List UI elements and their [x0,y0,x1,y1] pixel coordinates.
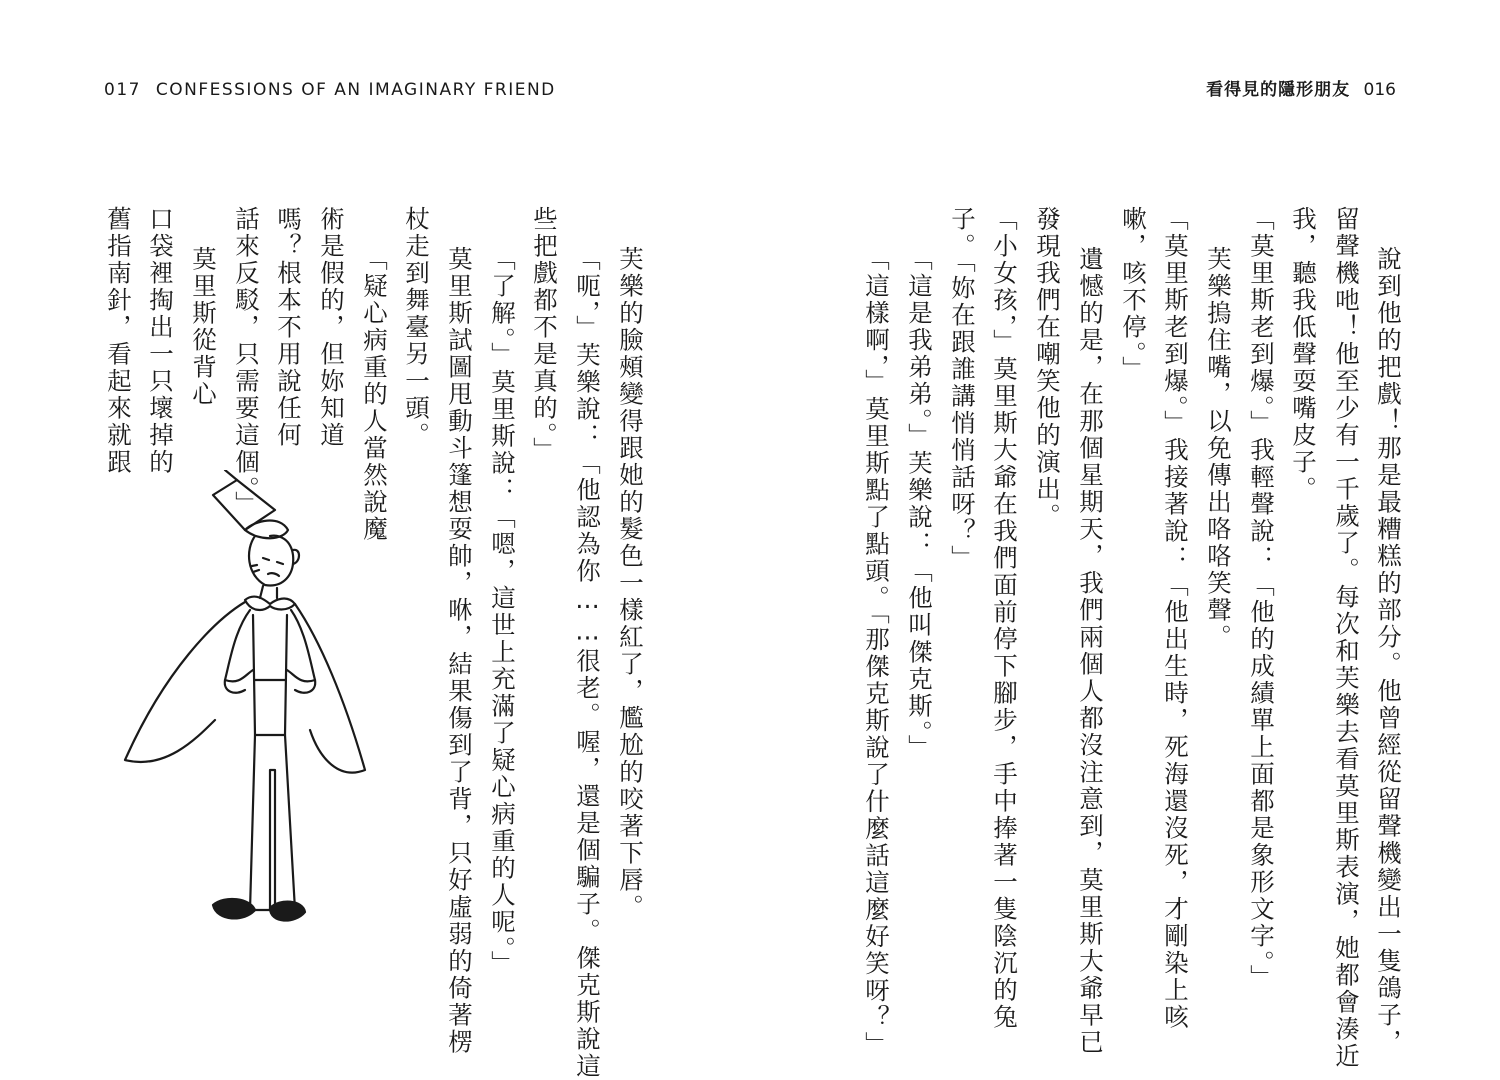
text-column: 莫里斯從背心 [189,246,218,408]
right-running-header [1206,80,1396,100]
text-column: 發現我們在嘲笑他的演出。 [1033,206,1062,530]
text-column: 舊指南針，看起來就跟 [104,206,133,476]
right-page-number: 016 [1363,80,1396,100]
text-column: 「這是我弟弟。」芙樂說：「他叫傑克斯。」 [905,246,934,762]
text-column: 留聲機吔！他至少有一千歲了。每次和芙樂去看莫里斯表演，她都會湊近 [1332,206,1361,1070]
magician-illustration [105,470,395,940]
left-book-title: CONFESSIONS OF AN IMAGINARY FRIEND [155,80,556,100]
text-column: 「莫里斯老到爆。」我輕聲說：「他的成績單上面都是象形文字。」 [1247,206,1276,992]
text-column: 「小女孩，」莫里斯大爺在我們面前停下腳步，手中捧著一隻陰沉的兔 [990,206,1019,1031]
text-column: 「莫里斯老到爆。」我接著說：「他出生時，死海還沒死，才剛染上咳 [1161,206,1190,1031]
right-book-title: 看得見的隱形朋友 [1206,80,1351,100]
text-column: 我，聽我低聲耍嘴皮子。 [1289,206,1318,503]
text-column: 「了解。」莫里斯說：「嗯，這世上充滿了疑心病重的人呢。」 [488,246,517,978]
text-column: 「呃，」芙樂說：「他認為你……很老。喔，還是個騙子。傑克斯說這 [573,246,602,1080]
text-column: 嗽，咳不停。」 [1119,206,1148,383]
text-column: 話來反駁，只需要這個。」 [232,206,261,518]
text-column: 芙樂的臉頰變得跟她的髮色一樣紅了，尷尬的咬著下唇。 [616,246,645,921]
left-page-number: 017 [104,80,141,100]
text-column: 遺憾的是，在那個星期天，我們兩個人都沒注意到，莫里斯大爺早已 [1076,246,1105,1056]
text-column: 「這樣啊，」莫里斯點了點頭。「那傑克斯說了什麼話這麼好笑呀？」 [862,246,891,1059]
text-column: 些把戲都不是真的。」 [530,206,559,464]
text-column: 說到他的把戲！那是最糟糕的部分。他曾經從留聲機變出一隻鴿子， [1374,246,1403,1056]
text-column: 「疑心病重的人當然說魔 [360,246,389,543]
text-column: 芙樂摀住嘴，以免傳出咯咯笑聲。 [1204,246,1233,651]
text-column: 杖走到舞臺另一頭。 [402,206,431,449]
text-column: 子。「妳在跟誰講悄悄話呀？」 [948,206,977,572]
left-running-header [104,80,564,100]
text-column: 嗎？根本不用說任何 [274,206,303,449]
text-column: 術是假的，但妳知道 [317,206,346,449]
text-column: 口袋裡掏出一只壞掉的 [146,206,175,476]
text-column: 莫里斯試圖甩動斗篷想耍帥，咻，結果傷到了背，只好虛弱的倚著楞 [445,246,474,1056]
